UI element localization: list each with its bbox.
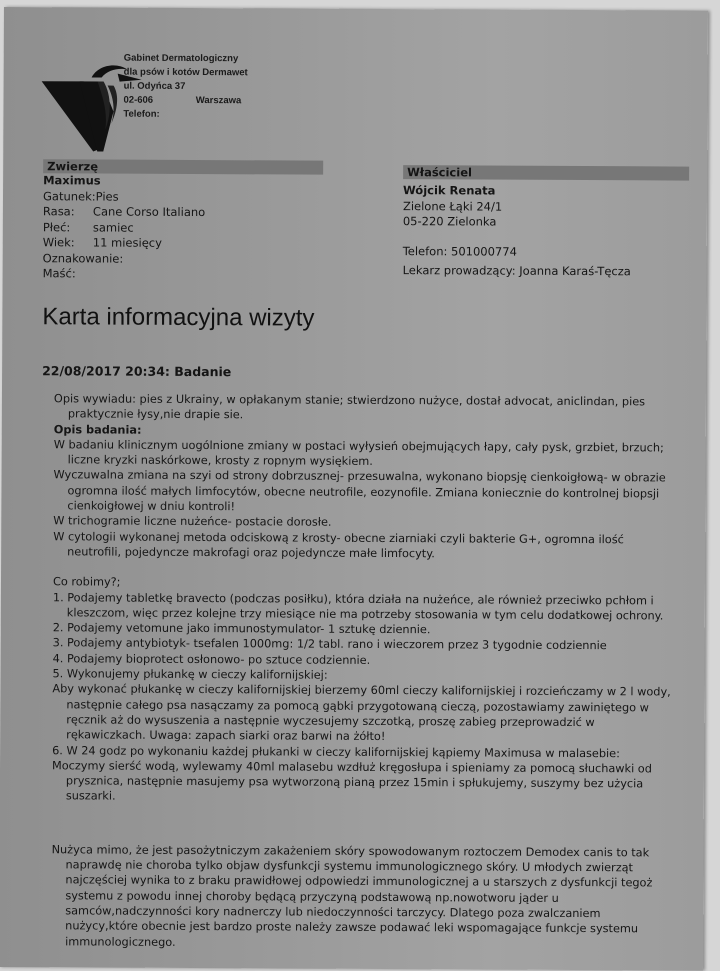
clinic-phone-label: Telefon:: [123, 108, 160, 120]
owner-section: [403, 165, 704, 280]
plan-item: 2. Podajemy vetomune jako immunostymulator- 1 sztukę dziennie.: [52, 621, 431, 637]
doctor-value: Joanna Karaś-Tęcza: [519, 263, 631, 279]
age-value: 11 miesięcy: [92, 235, 162, 250]
plan-label: Co robimy?;: [52, 575, 121, 589]
owner-phone-label: Telefon:: [402, 243, 448, 258]
clinic-city: Warszawa: [195, 95, 242, 107]
animal-breed-row: [43, 204, 343, 221]
animal-section-header: Zwierzę: [43, 159, 323, 174]
breed-value: Cane Corso Italiano: [92, 204, 206, 220]
clinic-name-line1: Gabinet Dermatologiczny: [123, 52, 239, 65]
species-value: Pies: [95, 188, 119, 204]
plan-item: 6. W 24 godz po wykonaniu każdej płukanki w cieczy kalifornijskiej kąpiemy Maximusa w malasebie:: [52, 743, 620, 760]
animal-species-row: [43, 189, 343, 206]
clinic-postcode-city: [123, 94, 247, 109]
clinic-street: ul. Odyńca 37: [123, 80, 186, 92]
sex-value: samiec: [92, 219, 134, 235]
animal-age-row: [43, 235, 343, 252]
doctor-row: [403, 263, 703, 280]
animal-sex-row: [43, 220, 343, 237]
owner-name: Wójcik Renata: [403, 183, 496, 198]
plan-item: 5. Wykonujemy płukankę w cieczy kalifornijskiej:: [52, 667, 328, 682]
owner-phone-row: [403, 244, 703, 261]
clinic-name-line2: dla psów i kotów Dermawet: [123, 66, 248, 79]
breed-label: Rasa:: [42, 204, 75, 219]
animal-name: Maximus: [43, 173, 101, 188]
coat-label: Maść:: [42, 266, 76, 281]
sex-label: Płeć:: [42, 219, 71, 234]
owner-address-line2: 05-220 Zielonka: [402, 214, 497, 229]
doctor-label: Lekarz prowadzący:: [402, 263, 516, 278]
interview-text: Opis wywiadu: pies z Ukrainy, w opłakanym stanie; stwierdzono nużyce, dostał advocat, aniclindan, pies praktycznie łysy,nie drapie sie.: [53, 392, 646, 422]
visit-header: 22/08/2017 20:34: Badanie: [42, 363, 232, 380]
exam-paragraph: Wyczuwalna zmiana na szyi od strony dobrzusznej- przesuwalna, wykonano biopsję cienkoigłową- w obrazie ogromna ilość małych limfocytów, obecne neutrofile, eozynofile. Zmiana koniecznie do kontrolnej biopsji cienkoigłowej w dniu kontroli!: [53, 468, 666, 514]
species-label: Gatunek:: [42, 188, 96, 203]
clinic-postcode: 02-606: [123, 94, 154, 106]
exam-paragraph: W badaniu klinicznym uogólnione zmiany w postaci wyłysień obejmujących łapy, cały pysk, grzbiet, brzuch; liczne kryzki naskórkowe, krosty z ropnym wysiękiem.: [53, 438, 664, 469]
owner-section-header: Właściciel: [403, 165, 689, 180]
exam-label: Opis badania:: [53, 422, 142, 437]
owner-phone-value: 501000774: [451, 243, 517, 259]
plan-item: 3. Podajemy antybiotyk- tsefalen 1000mg: 1/2 tabl. rano i wieczorem przez 3 tygodnie codziennie: [52, 636, 607, 653]
plan-item: 4. Podajemy bioprotect osłonowo- po sztuce codziennie.: [52, 652, 371, 667]
plan-item-detail: Aby wykonać płukankę w cieczy kalifornijskiej bierzemy 60ml cieczy kalifornijskiej i rozcieńczamy w 2 l wody, następnie całego psa nasączamy za pomocą gąbki przygotowaną cieczą, pozostawiamy zawiniętego w ręcznik aż do wysuszenia a następnie wyczesujemy szczotką, proszę zabieg przeprowadzić w rękawiczkach. Uwaga: zapach siarki oraz barwi na żółto!: [52, 682, 671, 744]
closing-note: Nużyca mimo, że jest pasożytniczym zakażeniem skóry spowodowanym roztoczem Demodex canis to tak naprawdę nie choroba tylko objaw dysfunkcji systemu immunologicznego skóry. U młodych zwierząt najczęściej wynika to z braku prawidłowej odpowiedzi immunologicznej a u starszych z dysfunkcji tegoż systemu z powodu innej choroby będącą przyczyną podstawową np.nowotworu jąder u samców,nadczynności kory nadnerczy lub niedoczynności tarczycy. Dlatego poza zwalczaniem nużycy,które obecnie jest bardzo proste należy zawsze podawać leki wspomagające funkcje systemu immunologicznego.: [51, 842, 653, 949]
age-label: Wiek:: [42, 235, 75, 250]
exam-paragraph: W cytologii wykonanej metoda odciskową z krosty- obecne ziarniaki czyli bakterie G+, ogromna ilość neutrofili, pojedyncze makrofagi oraz pojedyncze małe limfocyty.: [53, 529, 624, 561]
marking-label: Oznakowanie:: [42, 250, 124, 266]
document-page: [0, 7, 708, 971]
page-title: Karta informacyjna wizyty: [42, 303, 315, 332]
plan-item-detail: Moczymy sierść wodą, wylewamy 40ml malasebu wzdłuż kręgosłupa i spieniamy za pomocą słuchawki od prysznica, następnie masujemy psa wytworzoną pianą przez 15min i spłukujemy, suszymy bez użycia suszarki.: [51, 759, 652, 804]
owner-address-line1: Zielone Łąki 24/1: [402, 198, 503, 214]
visit-body: [51, 391, 674, 952]
plan-item: 1. Podajemy tabletkę bravecto (podczas posiłku), która działa na nużeńce, ale również przeciwko pchłom i kleszczom, więc przez kolejne trzy miesiące nie ma potrzeby stosowania w tym celu dodatkowej ochrony.: [52, 590, 664, 623]
exam-paragraph: W trichogramie liczne nużeńce- postacie dorosłe.: [53, 514, 332, 530]
clinic-header: [123, 52, 247, 123]
animal-section: [43, 159, 344, 283]
